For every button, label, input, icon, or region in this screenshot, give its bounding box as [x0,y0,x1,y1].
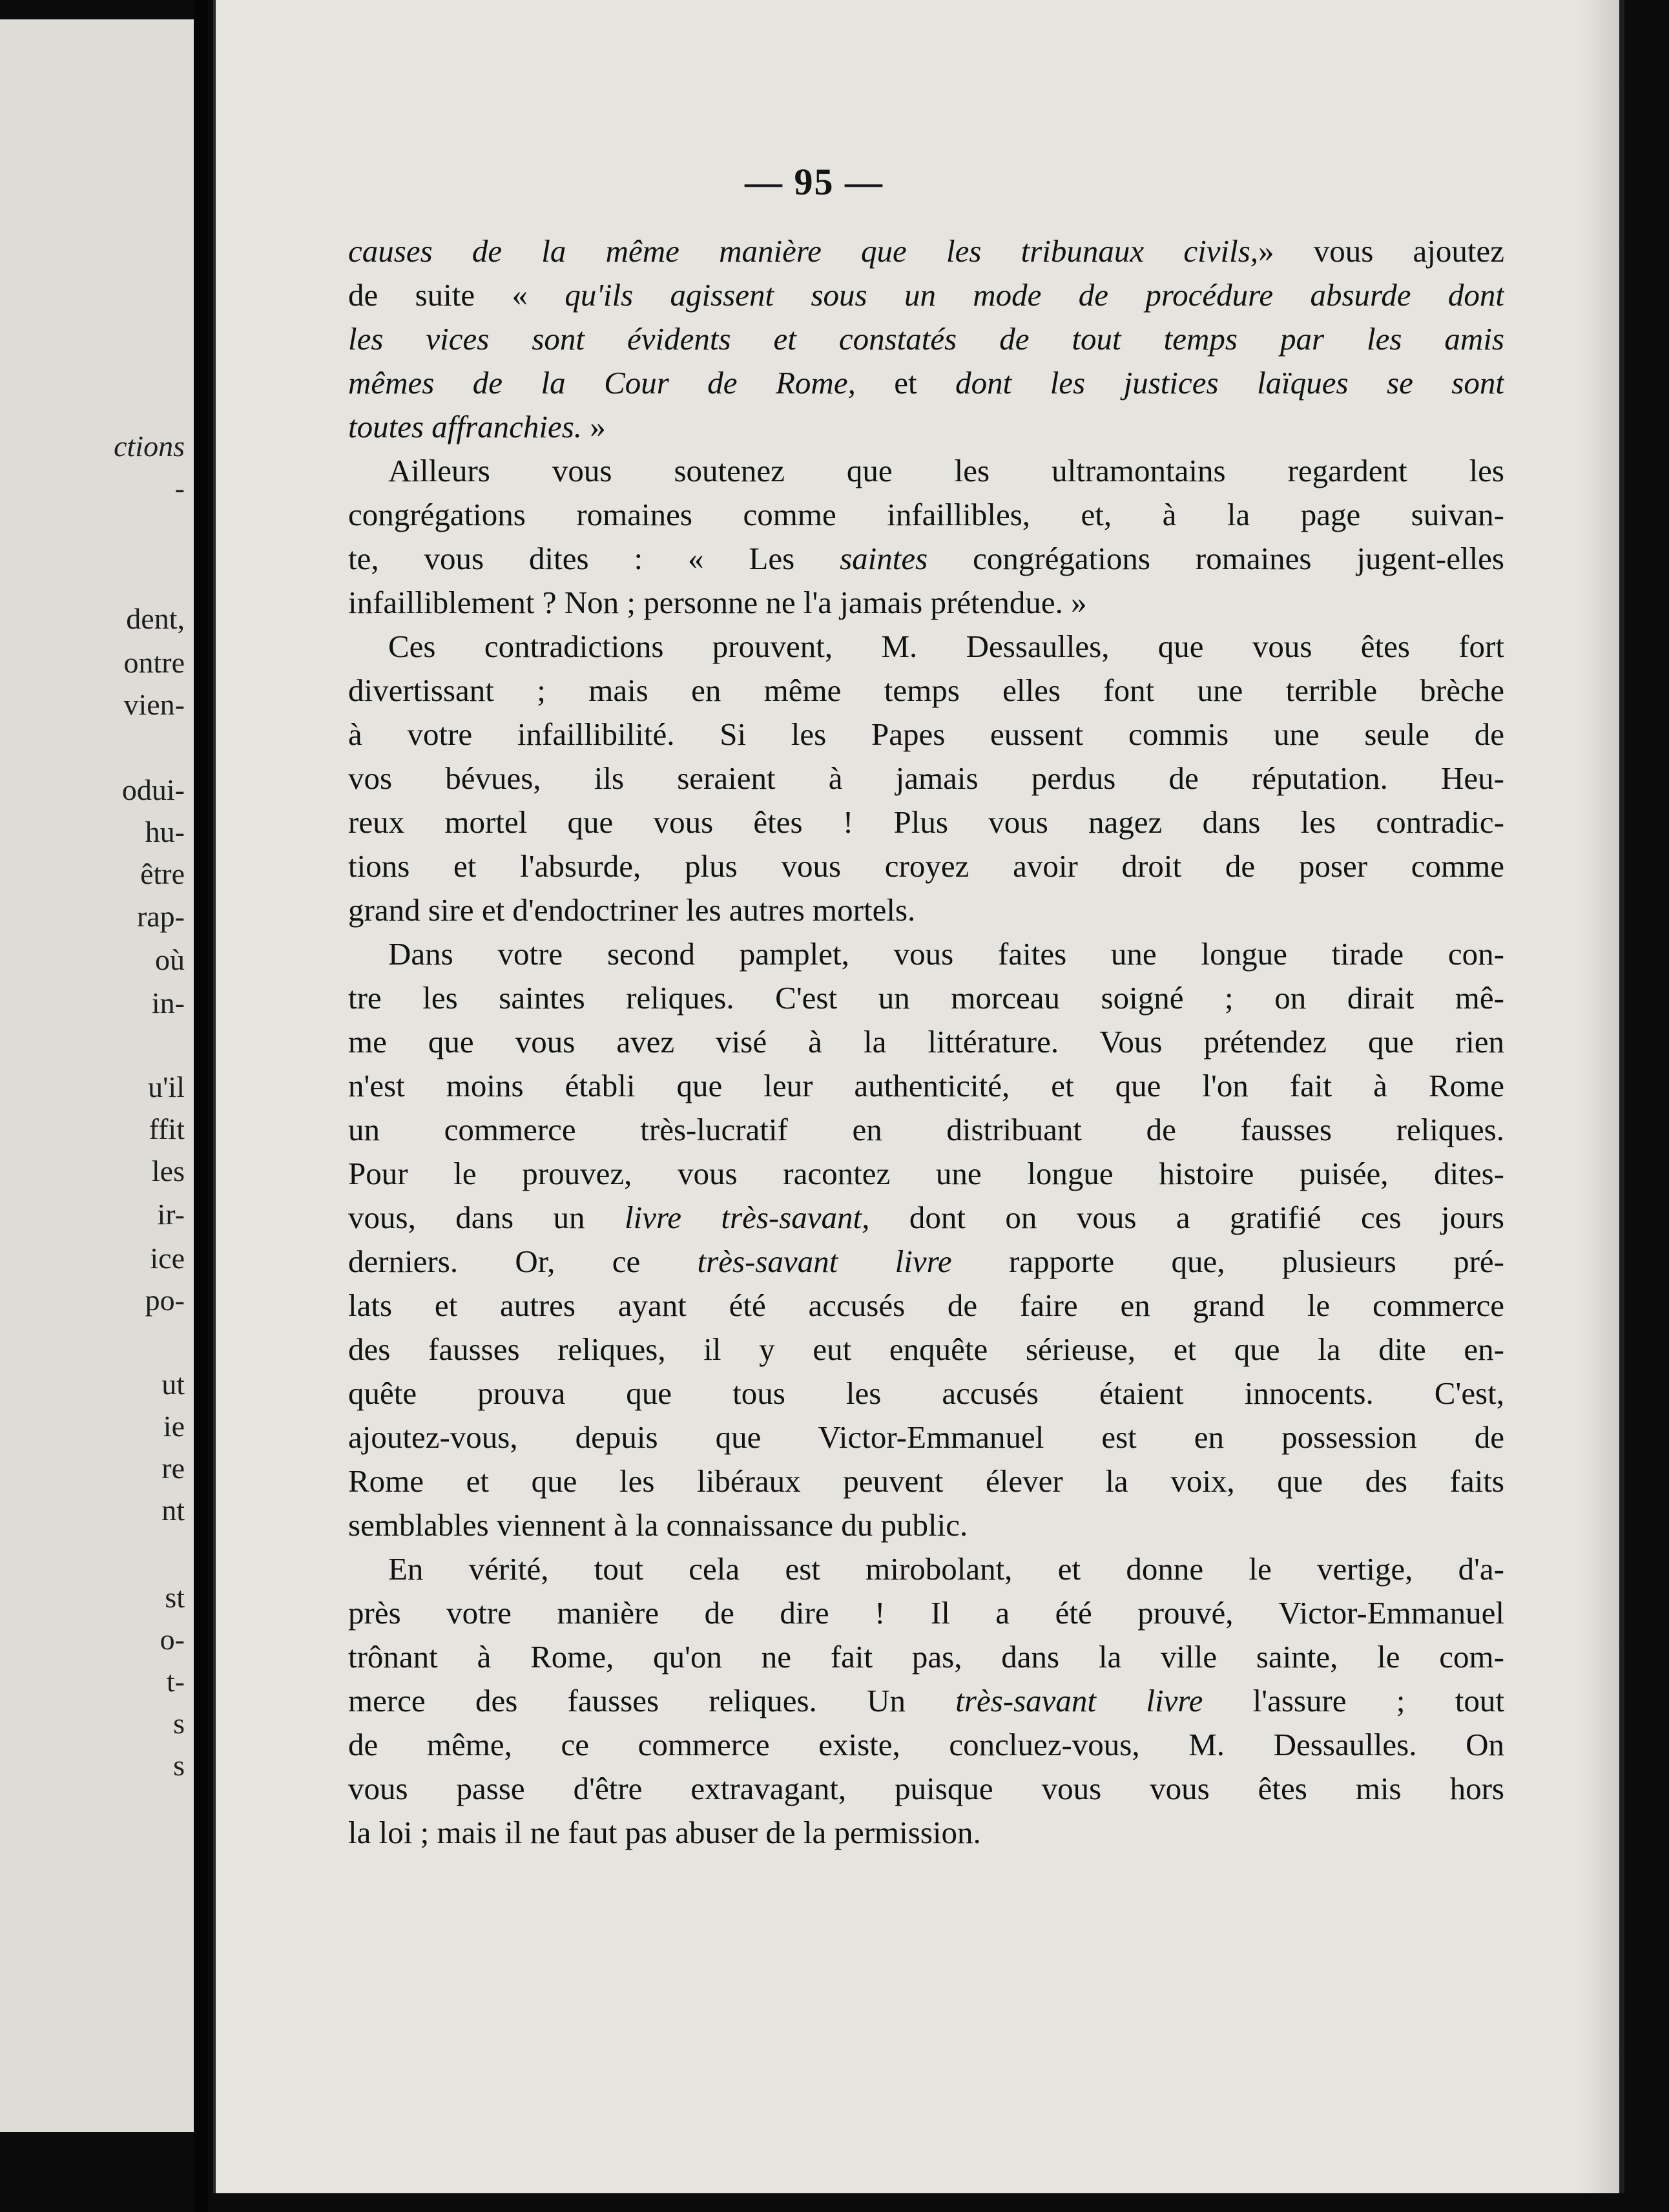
text-line [348,1372,1504,1415]
italic-run: dont les justices laïques se sont [955,365,1504,401]
left-page-fragment: s [173,1707,185,1740]
left-page-fragment: re [161,1452,185,1485]
text-line [348,888,1504,932]
text-line [348,669,1504,713]
book-page [213,0,1624,2193]
left-page-fragment: t- [166,1665,185,1698]
text-run: vous passe d'être extravagant, puisque vous vous êtes mis hors [348,1771,1504,1806]
left-page-fragment: st [165,1581,185,1614]
text-run: tre les saintes reliques. C'est un morceau soigné ; on dirait mê- [348,980,1504,1016]
paragraph [348,229,1504,449]
left-page-fragment: ir- [157,1198,185,1231]
paragraph [348,449,1504,625]
text-line [348,317,1504,361]
text-run: dont on vous a gratifié ces jours [869,1200,1504,1235]
text-run: merce des fausses reliques. Un [348,1683,956,1718]
text-run: à votre infaillibilité. Si les Papes eussent commis une seule de [348,716,1504,752]
italic-run: qu'ils agissent sous un mode de procédure absurde dont [565,277,1504,313]
text-run: congrégations romaines jugent-elles [928,541,1504,576]
text-line [348,1635,1504,1679]
left-page-fragment: où [155,943,185,976]
italic-run: causes de la même manière que les tribunaux civils, [348,233,1259,269]
italic-run: saintes [840,541,928,576]
text-line [348,1415,1504,1459]
text-line [348,976,1504,1020]
text-run: vos bévues, ils seraient à jamais perdus de réputation. Heu- [348,760,1504,796]
text-line [348,405,1504,449]
text-run: ajoutez-vous, depuis que Victor-Emmanuel est en possession de [348,1419,1504,1455]
text-line [348,713,1504,756]
text-line [348,1723,1504,1767]
text-run: » vous ajoutez [1258,233,1504,269]
text-line [348,1108,1504,1152]
text-run: la loi ; mais il ne faut pas abuser de la permission. [348,1815,981,1850]
text-run: congrégations romaines comme infaillibles, et, à la page suivan- [348,497,1504,532]
italic-run: les vices sont évidents et constatés de tout temps par les amis [348,321,1504,357]
left-page-fragment: rap- [136,900,185,933]
text-line [348,493,1504,537]
text-run: Ces contradictions prouvent, M. Dessaulles, que vous êtes fort [388,629,1504,664]
text-run: des fausses reliques, il y eut enquête sérieuse, et que la dite en- [348,1331,1504,1367]
text-line [348,273,1504,317]
text-run: derniers. Or, ce [348,1244,698,1279]
text-run: En vérité, tout cela est mirobolant, et donne le vertige, d'a- [388,1551,1504,1587]
left-page-fragment: vien- [123,688,185,721]
text-run: me que vous avez visé à la littérature. Vous prétendez que rien [348,1024,1504,1059]
left-page-fragment: in- [151,986,185,1019]
text-line [348,932,1504,976]
text-line [348,1811,1504,1855]
left-page-fragment: ffit [149,1112,185,1145]
text-line [348,1152,1504,1196]
text-line [348,1547,1504,1591]
italic-run: livre très-savant, [624,1200,870,1235]
text-line [348,537,1504,581]
text-line [348,1196,1504,1240]
left-page-fragment: hu- [145,815,185,848]
text-run: n'est moins établi que leur authenticité, et que l'on fait à Rome [348,1068,1504,1103]
previous-page-edge [0,19,198,2132]
text-run: reux mortel que vous êtes ! Plus vous nagez dans les contradic- [348,804,1504,840]
text-run: Ailleurs vous soutenez que les ultramontains regardent les [388,453,1504,488]
text-run: Pour le prouvez, vous racontez une longue histoire puisée, dites- [348,1156,1504,1191]
left-page-fragment: - [174,472,185,505]
text-run: de suite « [348,277,565,313]
text-run: lats et autres ayant été accusés de faire en grand le commerce [348,1288,1504,1323]
italic-run: mêmes de la Cour de Rome, [348,365,856,401]
text-run: quête prouva que tous les accusés étaient innocents. C'est, [348,1375,1504,1411]
text-run: près votre manière de dire ! Il a été prouvé, Victor-Emmanuel [348,1595,1504,1631]
page-shadow [1581,0,1619,2193]
left-page-fragment: odui- [121,773,185,806]
text-line [348,449,1504,493]
text-run: Rome et que les libéraux peuvent élever la voix, que des faits [348,1463,1504,1499]
text-run: infailliblement ? Non ; personne ne l'a jamais prétendue. » [348,585,1087,620]
left-page-fragment: être [140,857,185,890]
text-line [348,800,1504,844]
text-run: Dans votre second pamplet, vous faites une longue tirade con- [388,936,1504,972]
paragraph [348,1547,1504,1855]
text-line [348,756,1504,800]
left-page-fragment: ice [150,1242,185,1275]
text-run: tions et l'absurde, plus vous croyez avoir droit de poser comme [348,848,1504,884]
text-line [348,625,1504,669]
text-run: vous, dans un [348,1200,625,1235]
text-run: un commerce très-lucratif en distribuant de fausses reliques. [348,1112,1504,1147]
text-line [348,1591,1504,1635]
text-run: rapporte que, plusieurs pré- [951,1244,1504,1279]
text-run: » [582,409,606,444]
left-page-fragment: ut [161,1368,185,1401]
book-binding [194,0,208,2212]
left-page-fragment: dent, [126,602,185,635]
text-line [348,1020,1504,1064]
text-line [348,1240,1504,1284]
text-run: semblables viennent à la connaissance du public. [348,1507,968,1543]
text-line [348,581,1504,625]
text-run: de même, ce commerce existe, concluez-vous, M. Dessaulles. On [348,1727,1504,1762]
text-line [348,1503,1504,1547]
text-run: et [855,365,956,401]
text-line [348,1459,1504,1503]
text-run: te, vous dites : « Les [348,541,840,576]
left-page-fragment: ctions [114,430,185,463]
text-line [348,1284,1504,1328]
left-page-fragment: s [173,1749,185,1782]
paragraph [348,932,1504,1547]
page-text [348,229,1504,1855]
text-run: divertissant ; mais en même temps elles font une terrible brèche [348,673,1504,708]
text-line [348,229,1504,273]
left-page-fragment: les [151,1154,185,1187]
text-line [348,361,1504,405]
italic-run: très-savant livre [697,1244,952,1279]
left-page-fragment: ontre [123,646,185,679]
text-line [348,1328,1504,1372]
left-page-fragment: po- [145,1284,185,1317]
text-line [348,1679,1504,1723]
left-page-fragment: u'il [148,1070,185,1103]
text-line [348,844,1504,888]
page-number: — 95 — [745,161,884,203]
italic-run: toutes affranchies. [348,409,583,444]
left-page-fragment: nt [161,1494,185,1527]
text-run: trônant à Rome, qu'on ne fait pas, dans la ville sainte, le com- [348,1639,1504,1675]
left-page-fragment: ie [163,1410,185,1443]
text-run: grand sire et d'endoctriner les autres mortels. [348,892,916,928]
text-run: l'assure ; tout [1203,1683,1504,1718]
paragraph [348,625,1504,932]
text-line [348,1767,1504,1811]
left-page-fragment: o- [160,1623,185,1656]
italic-run: très-savant livre [955,1683,1203,1718]
text-line [348,1064,1504,1108]
